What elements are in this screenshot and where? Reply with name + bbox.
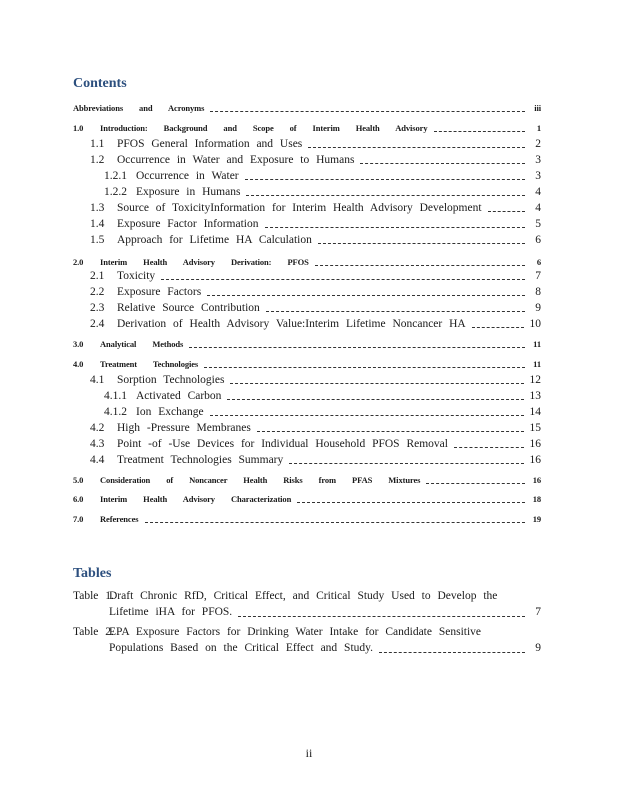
toc-dot-leader <box>161 279 525 280</box>
toc-entry[interactable] <box>90 317 541 331</box>
toc-entry[interactable] <box>90 153 541 167</box>
toc-entry[interactable] <box>90 217 541 231</box>
toc-entry[interactable] <box>90 233 541 247</box>
toc-entry-number: 4.1.1 <box>104 390 127 402</box>
toc-entry-page: 13 <box>529 390 541 402</box>
toc-entry[interactable] <box>73 255 541 269</box>
toc-entry-title: PFOS General Information and Uses <box>117 138 303 150</box>
toc-entry[interactable] <box>104 389 541 403</box>
table-label: Table 1. <box>73 590 114 602</box>
toc-entry-number: 5.0 <box>73 475 84 485</box>
toc-dot-leader <box>308 147 525 148</box>
toc-entry-page: 4 <box>535 186 541 198</box>
toc-entry-title: Abbreviations and Acronyms <box>73 103 205 113</box>
toc-entry-title: Relative Source Contribution <box>117 302 260 314</box>
toc-entry-number: 1.2 <box>90 154 105 166</box>
toc-entry-title: Activated Carbon <box>136 390 222 402</box>
toc-dot-leader <box>238 616 525 617</box>
toc-entry-page: 16 <box>532 475 541 485</box>
toc-entry-title: Consideration of Noncancer Health Risks from PFAS Mixtures <box>100 475 421 485</box>
toc-entry-page: 12 <box>529 374 541 386</box>
toc-entry-page: 15 <box>529 422 541 434</box>
toc-entry-title: Introduction: Background and Scope of Interim Health Advisory <box>100 123 428 133</box>
table-page: 9 <box>535 642 541 654</box>
toc-dot-leader <box>246 195 525 196</box>
toc-entry-title: Approach for Lifetime HA Calculation <box>117 234 312 246</box>
toc-entry-title: References <box>100 514 139 524</box>
toc-entry-number: 4.3 <box>90 438 105 450</box>
toc-entry-page: 11 <box>533 339 541 349</box>
toc-entry-page: 5 <box>535 218 541 230</box>
toc-entry-title: Derivation of Health Advisory Value:Interim Lifetime Noncancer HA <box>117 318 466 330</box>
toc-entry-number: 4.1 <box>90 374 105 386</box>
toc-entry[interactable] <box>90 421 541 435</box>
toc-entry-title: Point -of -Use Devices for Individual Household PFOS Removal <box>117 438 448 450</box>
toc-entry-title: Toxicity <box>117 270 156 282</box>
toc-dot-leader <box>434 131 526 132</box>
toc-entry-title: Exposure Factor Information <box>117 218 259 230</box>
toc-entry-title: Analytical Methods <box>100 339 184 349</box>
toc-dot-leader <box>289 463 523 464</box>
toc-entry-number: 2.0 <box>73 257 84 267</box>
toc-entry-number: 1.4 <box>90 218 105 230</box>
toc-entry-page: 18 <box>532 494 541 504</box>
toc-entry[interactable] <box>73 473 541 487</box>
toc-entry-number: 4.0 <box>73 359 84 369</box>
toc-entry[interactable] <box>90 201 541 215</box>
toc-dot-leader <box>454 447 524 448</box>
toc-entry-title: Source of ToxicityInformation for Interim Health Advisory Development <box>117 202 482 214</box>
toc-entry-number: 4.1.2 <box>104 406 127 418</box>
toc-entry-number: 1.1 <box>90 138 105 150</box>
table-label: Table 2. <box>73 626 114 638</box>
toc-entry[interactable] <box>73 337 541 351</box>
toc-entry-page: 6 <box>536 257 541 267</box>
toc-entry[interactable] <box>73 121 541 135</box>
toc-entry-number: 1.2.1 <box>104 170 127 182</box>
toc-dot-leader <box>210 415 524 416</box>
toc-entry-title: Sorption Technologies <box>117 374 225 386</box>
toc-entry-page: 19 <box>532 514 541 524</box>
table-caption-line1: Draft Chronic RfD, Critical Effect, and Critical Study Used to Develop the <box>109 590 498 602</box>
toc-entry-page: iii <box>534 103 541 113</box>
toc-entry-page: 16 <box>529 454 541 466</box>
table-list-entry[interactable] <box>73 624 541 656</box>
table-list-entry[interactable] <box>73 588 541 620</box>
toc-entry-number: 1.2.2 <box>104 186 127 198</box>
toc-dot-leader <box>472 327 524 328</box>
toc-entry-title: Exposure in Humans <box>136 186 241 198</box>
table-page: 7 <box>535 606 541 618</box>
toc-entry-page: 8 <box>535 286 541 298</box>
toc-entry-page: 2 <box>535 138 541 150</box>
toc-entry-number: 2.3 <box>90 302 105 314</box>
toc-entry-page: 16 <box>529 438 541 450</box>
toc-entry-number: 1.3 <box>90 202 105 214</box>
page-number-footer: ii <box>305 746 313 760</box>
toc-entry-page: 11 <box>533 359 541 369</box>
toc-entry-page: 3 <box>535 170 541 182</box>
toc-dot-leader <box>488 211 525 212</box>
toc-dot-leader <box>207 295 525 296</box>
toc-entry[interactable] <box>90 453 541 467</box>
toc-entry-number: 4.4 <box>90 454 105 466</box>
toc-entry[interactable] <box>90 373 541 387</box>
toc-dot-leader <box>318 243 525 244</box>
toc-dot-leader <box>266 311 525 312</box>
toc-dot-leader <box>315 265 525 266</box>
toc-dot-leader <box>265 227 526 228</box>
toc-entry[interactable] <box>104 405 541 419</box>
toc-entry-title: Exposure Factors <box>117 286 202 298</box>
toc-dot-leader <box>210 111 525 112</box>
toc-entry-number: 2.4 <box>90 318 105 330</box>
toc-entry-number: 2.2 <box>90 286 105 298</box>
table-caption-line1: EPA Exposure Factors for Drinking Water Intake for Candidate Sensitive <box>109 626 482 638</box>
contents-heading: Contents <box>73 76 127 91</box>
toc-entry[interactable] <box>73 101 541 115</box>
toc-entry-number: 7.0 <box>73 514 84 524</box>
toc-entry[interactable] <box>104 185 541 199</box>
table-caption-line2: Populations Based on the Critical Effect and Study. <box>109 642 374 654</box>
toc-dot-leader <box>426 483 525 484</box>
toc-entry-title: Treatment Technologies <box>100 359 199 369</box>
toc-entry-number: 6.0 <box>73 494 84 504</box>
toc-entry[interactable] <box>73 492 541 506</box>
toc-entry-title: High -Pressure Membranes <box>117 422 251 434</box>
toc-entry-number: 1.5 <box>90 234 105 246</box>
toc-entry[interactable] <box>90 301 541 315</box>
table-caption-line2: Lifetime iHA for PFOS. <box>109 606 233 618</box>
toc-dot-leader <box>379 652 525 653</box>
toc-entry-number: 3.0 <box>73 339 84 349</box>
toc-entry-page: 4 <box>535 202 541 214</box>
toc-dot-leader <box>227 399 523 400</box>
toc-entry-page: 3 <box>535 154 541 166</box>
toc-entry[interactable] <box>90 269 541 283</box>
toc-entry-page: 9 <box>535 302 541 314</box>
toc-entry-page: 1 <box>536 123 541 133</box>
toc-entry-number: 4.2 <box>90 422 105 434</box>
toc-dot-leader <box>230 383 523 384</box>
toc-entry[interactable] <box>90 285 541 299</box>
toc-entry[interactable] <box>90 437 541 451</box>
toc-entry-number: 1.0 <box>73 123 84 133</box>
toc-entry-title: Treatment Technologies Summary <box>117 454 284 466</box>
toc-dot-leader <box>145 522 526 523</box>
toc-entry-page: 6 <box>535 234 541 246</box>
toc-dot-leader <box>297 502 525 503</box>
toc-entry-page: 14 <box>529 406 541 418</box>
toc-entry-page: 10 <box>529 318 541 330</box>
toc-entry-title: Occurrence in Water <box>136 170 239 182</box>
toc-entry-title: Ion Exchange <box>136 406 204 418</box>
toc-entry[interactable] <box>73 357 541 371</box>
toc-dot-leader <box>245 179 525 180</box>
toc-entry-page: 7 <box>535 270 541 282</box>
toc-entry[interactable] <box>73 512 541 526</box>
toc-dot-leader <box>204 367 525 368</box>
toc-entry-title: Interim Health Advisory Derivation: PFOS <box>100 257 309 267</box>
toc-entry[interactable] <box>90 137 541 151</box>
toc-dot-leader <box>257 431 524 432</box>
toc-entry-number: 2.1 <box>90 270 105 282</box>
toc-entry-title: Occurrence in Water and Exposure to Humans <box>117 154 355 166</box>
toc-dot-leader <box>189 347 525 348</box>
tables-heading: Tables <box>73 566 112 581</box>
toc-entry[interactable] <box>104 169 541 183</box>
toc-entry-title: Interim Health Advisory Characterization <box>100 494 292 504</box>
toc-dot-leader <box>360 163 525 164</box>
